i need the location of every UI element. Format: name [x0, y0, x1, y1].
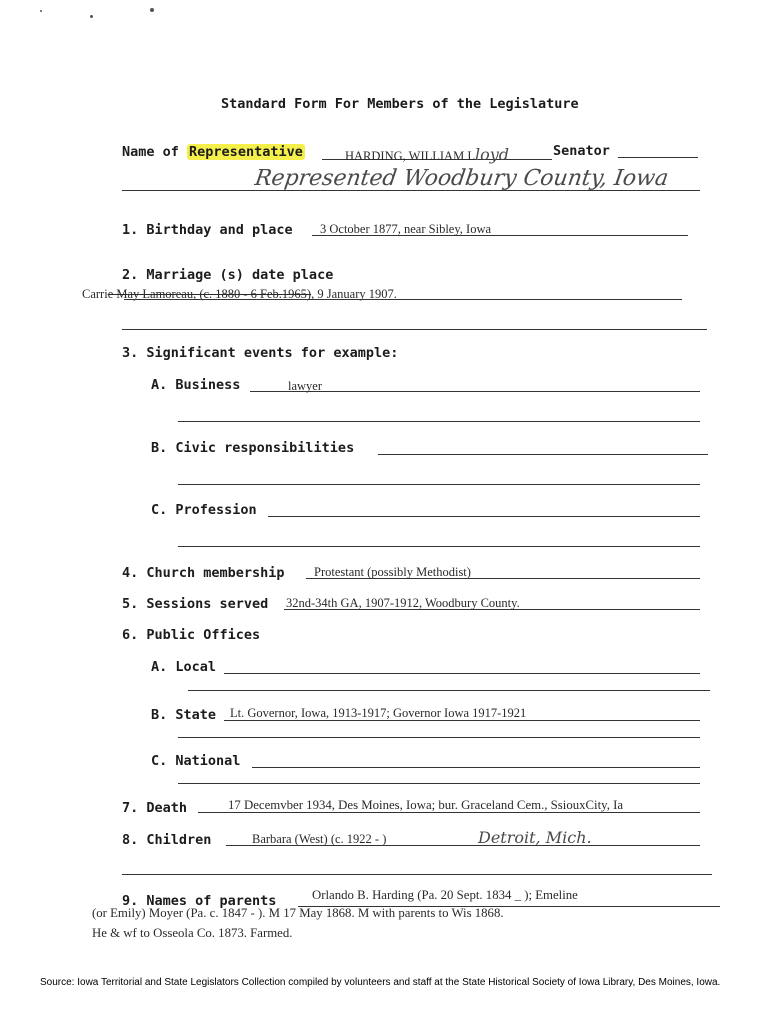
q2-struck: e May Lamoreau, (c. 1880 - 6 Feb.1965) — [107, 287, 312, 301]
q3c-label: C. Profession — [151, 502, 257, 518]
q1-label: 1. Birthday and place — [122, 222, 293, 238]
scan-speck — [150, 8, 154, 12]
scan-speck — [40, 10, 42, 12]
representative-label: Representative — [189, 144, 303, 160]
q9-label: 9. Names of parents — [122, 893, 277, 909]
q3b-rule — [378, 454, 708, 455]
q5-label: 5. Sessions served — [122, 596, 269, 612]
handwritten-rule — [122, 190, 700, 191]
q4-label: 4. Church membership — [122, 565, 285, 581]
q2-prefix: Carri — [82, 287, 108, 301]
form-title: Standard Form For Members of the Legislature — [221, 96, 579, 112]
q2-rule — [124, 299, 682, 300]
q3c-rule-2 — [178, 546, 700, 547]
name-typed: HARDING, WILLIAM L — [345, 149, 475, 163]
q8-rule-2 — [122, 874, 712, 875]
q2-date: , 9 January 1907. — [311, 287, 397, 301]
q1-value: 3 October 1877, near Sibley, Iowa — [320, 222, 492, 236]
name-value — [345, 145, 509, 164]
q6-label: 6. Public Offices — [122, 627, 261, 643]
q9-line1: Orlando B. Harding (Pa. 20 Sept. 1834 _ ); Emeline — [312, 888, 578, 902]
q9-line3: He & wf to Osseola Co. 1873. Farmed. — [92, 926, 293, 940]
q3a-label: A. Business — [151, 377, 241, 393]
q7-value: 17 Decemvber 1934, Des Moines, Iowa; bur. Graceland Cem., SsiouxCity, Ia — [228, 798, 624, 812]
q2-rule-2 — [122, 329, 707, 330]
q6b-value: Lt. Governor, Iowa, 1913-1917; Governor Iowa 1917-1921 — [230, 706, 527, 720]
senator-rule — [618, 157, 698, 158]
q9-line2: (or Emily) Moyer (Pa. c. 1847 - ). M 17 May 1868. M with parents to Wis 1868. — [92, 906, 504, 920]
name-of-text: Name of — [122, 144, 179, 160]
q3a-rule — [250, 391, 700, 392]
q8-label: 8. Children — [122, 832, 212, 848]
q6c-label: C. National — [151, 753, 241, 769]
q8-value: Barbara (West) (c. 1922 - ) — [252, 832, 387, 846]
q3a-rule-2 — [178, 421, 700, 422]
q8-handwritten: Detroit, Mich. — [478, 828, 592, 847]
q3a-value: lawyer — [288, 379, 323, 393]
q6c-rule — [252, 767, 700, 768]
q4-rule — [306, 578, 700, 579]
q6a-label: A. Local — [151, 659, 217, 675]
scan-speck — [90, 15, 93, 18]
q3b-label: B. Civic responsibilities — [151, 440, 355, 456]
senator-label: Senator — [553, 143, 610, 159]
q8-rule — [226, 845, 700, 846]
q6b-label: B. State — [151, 707, 217, 723]
q2-label: 2. Marriage (s) date place — [122, 267, 334, 283]
q6b-rule — [224, 720, 700, 721]
q5-rule — [284, 609, 700, 610]
q3b-rule-2 — [178, 484, 700, 485]
q4-value: Protestant (possibly Methodist) — [314, 565, 471, 579]
q6c-rule-2 — [178, 783, 700, 784]
handwritten-county-note: Represented Woodbury County, Iowa — [253, 166, 670, 191]
name-handwritten: loyd — [474, 145, 509, 164]
q7-rule — [198, 812, 700, 813]
q6b-rule-2 — [178, 737, 700, 738]
source-footer: Source: Iowa Territorial and State Legislators Collection compiled by volunteers and staff at the State Historical Society of Iowa Library, Des Moines, Iowa. — [40, 977, 721, 988]
q7-label: 7. Death — [122, 800, 188, 816]
q5-value: 32nd-34th GA, 1907-1912, Woodbury County. — [286, 596, 520, 610]
q6a-rule — [224, 673, 700, 674]
q6a-rule-2 — [188, 690, 710, 691]
q3c-rule — [268, 516, 700, 517]
q3-label: 3. Significant events for example: — [122, 345, 399, 361]
q1-rule — [312, 235, 688, 236]
name-of-label — [122, 144, 305, 160]
